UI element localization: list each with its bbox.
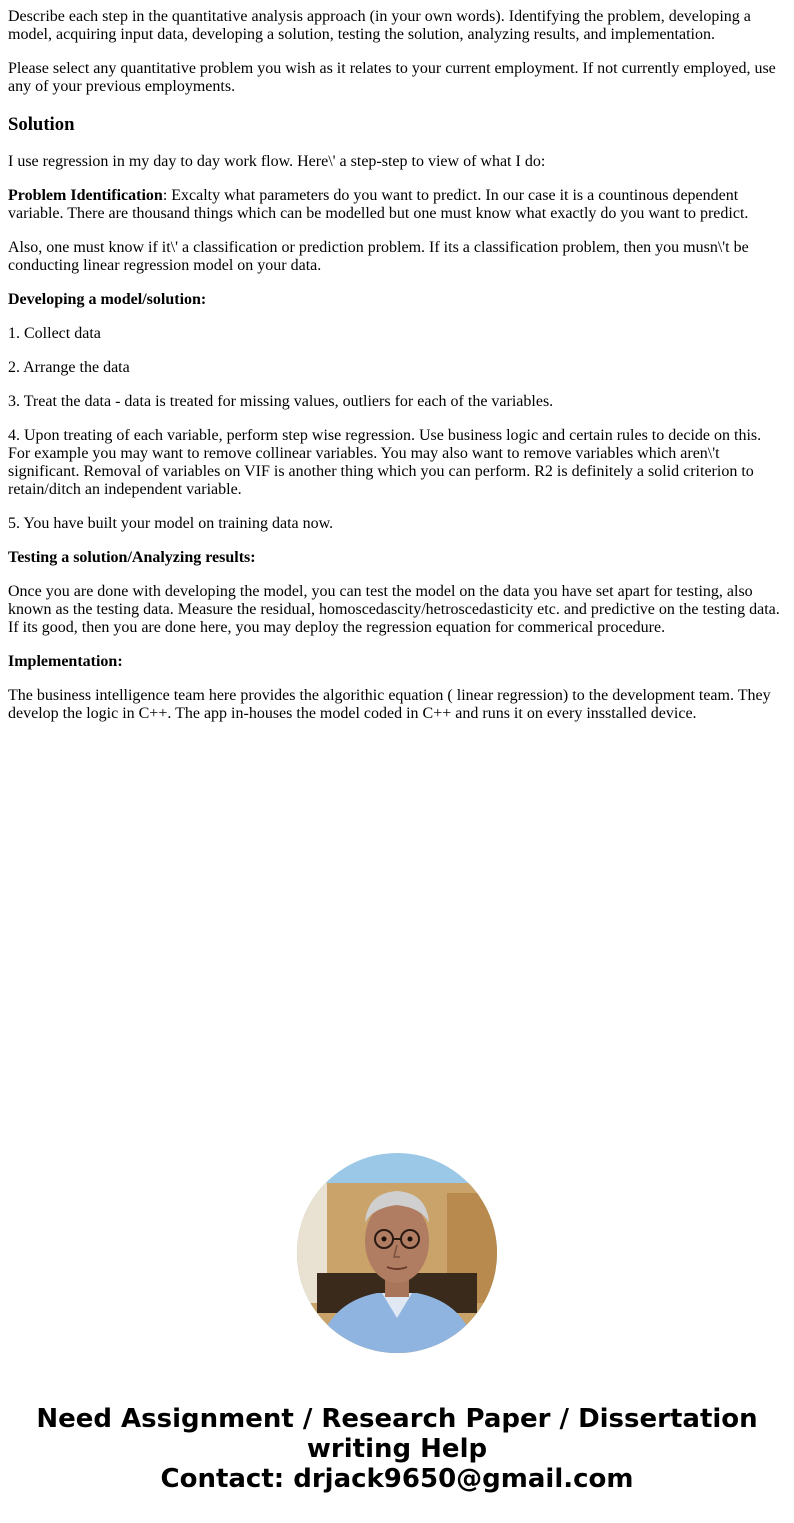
author-avatar xyxy=(297,1153,497,1353)
promo-line-1: Need Assignment / Research Paper / Dissertation xyxy=(36,1404,758,1434)
promo-line-2: writing Help xyxy=(306,1434,488,1464)
author-portrait-image xyxy=(297,1153,497,1353)
question-paragraph-2: Please select any quantitative problem you wish as it relates to your current employment. If not currently employed, use any of your previous employments. xyxy=(8,60,776,95)
promo-banner xyxy=(0,1404,794,1494)
developing-heading: Developing a model/solution: xyxy=(8,291,207,308)
problem-identification-text: : Excalty what parameters do you want to predict. In our case it is a countinous dependent variable. There are thousand things which can be modelled but one must know what exactly do you want to predict. xyxy=(8,187,749,222)
step-item: 5. You have built your model on training data now. xyxy=(8,515,334,532)
solution-intro: I use regression in my day to day work flow. Here\' a step-step to view of what I do: xyxy=(8,153,546,170)
problem-identification-paragraph xyxy=(8,187,786,223)
promo-contact: Contact: drjack9650@gmail.com xyxy=(160,1464,634,1494)
testing-text: Once you are done with developing the model, you can test the model on the data you have set apart for testing, also known as the testing data. Measure the residual, homoscedascity/hetroscedasticity etc. and predictive on the testing data. If its good, then you are done here, you may deploy the regression equation for commerical procedure. xyxy=(8,583,780,636)
implementation-heading-paragraph xyxy=(8,653,786,671)
developing-heading-paragraph xyxy=(8,291,786,309)
implementation-text: The business intelligence team here provides the algorithic equation ( linear regression) to the development team. They develop the logic in C++. The app in-houses the model coded in C++ and runs it on every insstalled device. xyxy=(8,687,771,722)
problem-identification-label: Problem Identification xyxy=(8,187,163,204)
testing-heading: Testing a solution/Analyzing results: xyxy=(8,549,256,566)
question-paragraph-1: Describe each step in the quantitative analysis approach (in your own words). Identifying the problem, developing a model, acquiring input data, developing a solution, testing the solution, analyzing results, and implementation. xyxy=(8,8,751,43)
implementation-heading: Implementation: xyxy=(8,653,123,670)
step-item: 2. Arrange the data xyxy=(8,359,130,376)
classification-note: Also, one must know if it\' a classification or prediction problem. If its a classification problem, then you musn\'t be conducting linear regression model on your data. xyxy=(8,239,749,274)
step-item: 4. Upon treating of each variable, perform step wise regression. Use business logic and certain rules to decide on this. For example you may want to remove collinear variables. You may also want to remove variables which aren\'t significant. Removal of variables on VIF is another thing which you can perform. R2 is definitely a solid criterion to retain/ditch an independent variable. xyxy=(8,427,762,498)
step-item: 3. Treat the data - data is treated for missing values, outliers for each of the variables. xyxy=(8,393,554,410)
solution-heading: Solution xyxy=(8,114,75,135)
document-body xyxy=(8,8,786,739)
testing-heading-paragraph xyxy=(8,549,786,567)
step-item: 1. Collect data xyxy=(8,325,101,342)
